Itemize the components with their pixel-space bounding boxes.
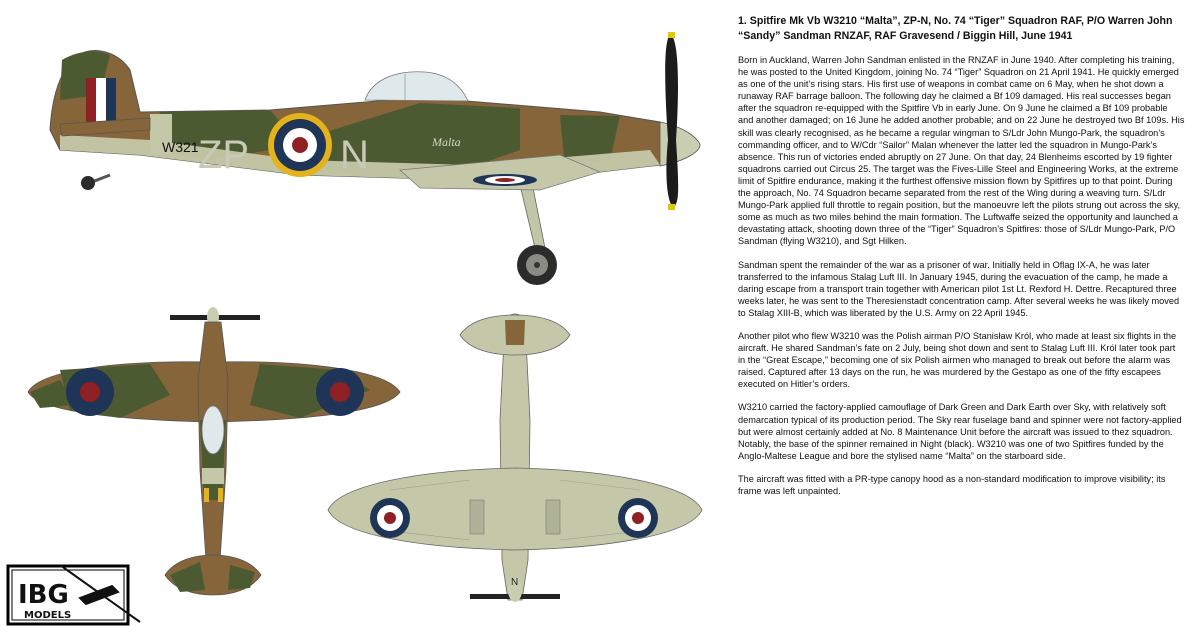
side-propeller (665, 35, 678, 208)
under-wing-roundel-left (370, 498, 410, 538)
code-letters-left: ZP (198, 133, 250, 177)
top-wing-roundel-left (66, 368, 114, 416)
paragraph-biography: Born in Auckland, Warren John Sandman enlisted in the RNZAF in June 1940. After completing his training, he was posted to the United Kingdom, joining No. 74 “Tiger” Squadron on 21 April 1941. He quickly emerged as one of the unit’s rising stars. His first use of weapons in combat came on 6 May, when he shot down a runaway RAF barrage balloon. The following day he claimed a Bf 109 damaged. His real successes began after the squadron re-equipped with the Spitfire Vb in early June. On 9 June he claimed a Bf 109 probable and another damaged; on 16 June he added another probable; and on 22 June he destroyed two Bf 109s. His skill was clearly recognised, as he became a regular wingman to S/Ldr John Mungo-Park, the squadron’s commanding officer, and to W/Cdr “Sailor” Malan whenever the latter led the squadron in Mungo-Park’s absence. This run of victories ended abruptly on 27 June. On that day, 24 Blenheims escorted by 19 fighter squadrons carried out Circus 25. The target was the Fives-Lille Steel and Engineering Works, at the extreme limit of Spitfire endurance, making it the furthest offensive mission flown by Spitfires up to that point. During the approach, No. 74 Squadron became separated from the rest of the Wing during a weaving turn. S/Ldr Mungo-Park applied full throttle to regain position, but the manoeuvre left the pilots strung out across the sky, some as much as two miles behind the main formation. The Luftwaffe seized the opportunity and launched a devastating attack, shooting down three of the “Tiger” Squadron’s Spitfires: those of S/Ldr Mungo-Park, P/O Sandman (flying W3210), and Sgt Hilken. (738, 55, 1185, 247)
paragraph-krol: Another pilot who flew W3210 was the Polish airman P/O Stanisław Król, who made at least six flights in the aircraft. He shared Sandman’s fate on 2 July, being shot down and sent to Stalag Luft III. Król later took part in the “Great Escape,” becoming one of six Polish airmen who managed to break out before the alarm was raised. Captured after 13 days on the run, he was murdered by the Gestapo as one of the fifty escapees executed on Hitler’s orders. (738, 330, 1177, 390)
profile-title: 1. Spitfire Mk Vb W3210 “Malta”, ZP-N, No. 74 “Tiger” Squadron RAF, P/O Warren John “Sandy” Sandman RNZAF, RAF Gravesend / Biggin Hill, June 1941 (738, 15, 1173, 42)
description-column (738, 14, 1185, 508)
under-wing-roundel-right (618, 498, 658, 538)
nose-name: Malta (432, 135, 461, 149)
paragraph-canopy: The aircraft was fitted with a PR-type canopy hood as a non-standard modification to improve visibility; its frame was left unpainted. (738, 473, 1166, 496)
top-canopy (202, 406, 224, 454)
side-profile (50, 32, 700, 285)
top-view (28, 307, 400, 595)
under-view (328, 314, 702, 602)
ibg-logo (8, 565, 140, 624)
logo-brand: IBG (18, 580, 69, 610)
under-fuselage (500, 314, 530, 600)
side-undercarriage (81, 175, 557, 285)
paragraph-captivity: Sandman spent the remainder of the war as a prisoner of war. Initially held in Oflag IX-A, he was later transferred to the infamous Stalag Luft III. In January 1945, during the evacuation of the camp, he made a daring escape from a transport train together with American pilot 1st Lt. Rexford H. Dettre. Recaptured three weeks later, he was sent to the Theresienstadt concentration camp. After several weeks he was likely moved to Stalag XIII-B, which was liberated by the U.S. Army on 22 April 1945. (738, 259, 1180, 318)
side-spinner (660, 122, 700, 166)
logo-sub: MODELS (24, 610, 72, 621)
paragraph-camouflage: W3210 carried the factory-applied camouflage of Dark Green and Dark Earth over Sky, with relatively soft demarcation typical of its production period. The Sky rear fuselage band and spinner were not factory-applied but were almost certainly added at No. 8 Maintenance Unit before the aircraft was issued to thez squadron. Notably, the base of the spinner remained in Night (black). W3210 was one of two Spitfires funded by the Anglo-Maltese League and bore the stylised name “Malta” on the starboard side. (738, 402, 1182, 461)
fin-flash (86, 78, 116, 124)
code-letter-right: N (340, 133, 369, 177)
under-code-letter: N (511, 577, 519, 588)
side-fuselage-roundel (268, 113, 332, 177)
side-canopy (365, 72, 468, 101)
serial-number: W321 (162, 139, 199, 155)
top-wing-roundel-right (316, 368, 364, 416)
